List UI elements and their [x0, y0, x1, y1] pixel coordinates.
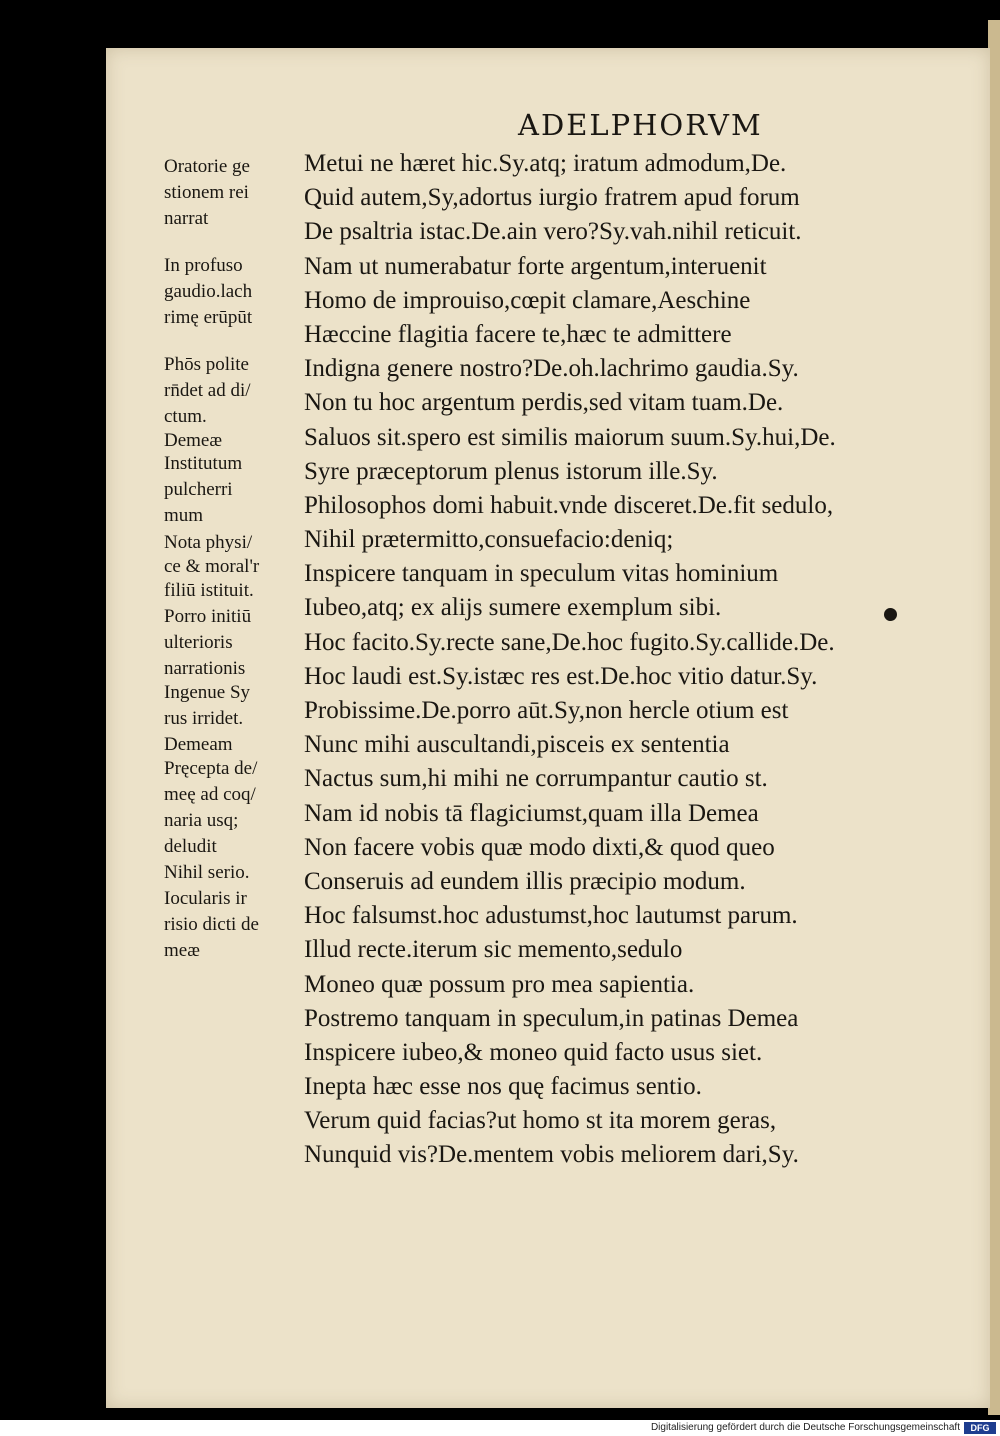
text-line: Iubeo,atq; ex alijs sumere exemplum sibi. — [304, 594, 722, 622]
gloss-line: narrationis — [164, 658, 246, 679]
text-line: Hæccine flagitia facere te,hæc te admittere — [304, 320, 732, 348]
gloss-line: Pręcepta de/ — [164, 758, 258, 779]
footer-bar — [0, 1420, 1000, 1436]
text-line: Probissime.De.porro aūt.Sy,non hercle otium est — [304, 697, 789, 724]
text-line: Moneo quæ possum pro mea sapientia. — [304, 970, 695, 998]
main-text-block — [304, 147, 984, 1173]
gloss-line: Phōs polite — [164, 354, 249, 375]
gloss-line: Institutum — [164, 453, 243, 474]
gloss-line: Ingenue Sy — [164, 682, 251, 703]
gloss-line: rus irridet. — [164, 708, 244, 729]
dfg-logo: DFG — [964, 1422, 996, 1434]
text-line: Saluos sit.spero est similis maiorum suum.Sy.hui,De. — [304, 423, 836, 451]
gloss-line: meę ad coq/ — [164, 784, 256, 805]
text-line: Nam id nobis tā flagiciumst,quam illa Demea — [304, 799, 759, 827]
gloss-line: risio dicti de — [164, 914, 259, 935]
text-line: Hoc facito.Sy.recte sane,De.hoc fugito.Sy.callide.De. — [304, 628, 835, 656]
gloss-line: Porro initiū — [164, 606, 252, 627]
text-line: Illud recte.iterum sic memento,sedulo — [304, 936, 683, 964]
gloss-line: narrat — [164, 208, 209, 229]
text-line: Hoc laudi est.Sy.istæc res est.De.hoc vitio datur.Sy. — [304, 662, 818, 690]
text-line: Homo de improuiso,cœpit clamare,Aeschine — [304, 286, 751, 314]
gloss-line: ctum. — [164, 406, 207, 427]
ink-dot — [884, 608, 897, 621]
gloss-line: filiū istituit. — [164, 580, 254, 601]
gloss-line: gaudio.lach — [164, 281, 253, 302]
text-line: Nactus sum,hi mihi ne corrumpantur cautio st. — [304, 765, 768, 793]
text-line: Conseruis ad eundem illis præcipio modum. — [304, 867, 746, 895]
text-line: Indigna genere nostro?De.oh.lachrimo gaudia.Sy. — [304, 355, 799, 383]
text-line: Nunc mihi auscultandi,pisceis ex sententia — [304, 731, 730, 759]
text-line: Nam ut numerabatur forte argentum,interuenit — [304, 252, 767, 280]
gloss-line: Oratorie ge — [164, 156, 250, 177]
gloss-line: Nihil serio. — [164, 862, 250, 883]
gloss-line: pulcherri — [164, 479, 233, 500]
text-line: Nihil prætermitto,consuefacio:deniq; — [304, 526, 674, 554]
gloss-line: ulterioris — [164, 632, 233, 653]
text-line: Verum quid facias?ut homo st ita morem geras, — [304, 1107, 777, 1135]
text-line: Philosophos domi habuit.vnde disceret.De.fit sedulo, — [304, 491, 834, 519]
gloss-line: rn̄det ad di/ — [164, 380, 251, 401]
gloss-line: naria usq; — [164, 810, 239, 831]
text-line: Quid autem,Sy,adortus iurgio fratrem apud forum — [304, 184, 800, 212]
gloss-line: rimę erūpūt — [164, 307, 253, 328]
text-line: Inspicere iubeo,& moneo quid facto usus siet. — [304, 1038, 763, 1066]
gloss-line: deludit — [164, 836, 217, 857]
gloss-line: Demeæ — [164, 430, 223, 451]
text-line: Non tu hoc argentum perdis,sed vitam tuam.De. — [304, 389, 784, 417]
gloss-line: mum — [164, 505, 204, 526]
text-line: Metui ne hæret hic.Sy.atq; iratum admodum,De. — [304, 150, 787, 177]
gloss-line: Iocularis ir — [164, 888, 247, 909]
gloss-line: ce & moral'r — [164, 556, 260, 577]
running-head: ADELPHORVM — [518, 108, 763, 142]
text-line: De psaltria istac.De.ain vero?Sy.vah.nihil reticuit. — [304, 218, 802, 246]
gloss-line: In profuso — [164, 255, 243, 276]
footer-credit: Digitalisierung gefördert durch die Deutsche Forschungsgemeinschaft — [650, 1422, 960, 1433]
text-line: Non facere vobis quæ modo dixti,& quod queo — [304, 833, 775, 861]
book-page — [106, 48, 990, 1408]
text-line: Syre præceptorum plenus istorum ille.Sy. — [304, 457, 718, 485]
gloss-line: stionem rei — [164, 182, 249, 203]
gloss-line: Demeam — [164, 734, 233, 755]
gloss-line: meæ — [164, 940, 200, 961]
gloss-line: Nota physi/ — [164, 532, 253, 553]
text-line: Inepta hæc esse nos quę facimus sentio. — [304, 1073, 702, 1101]
text-line: Inspicere tanquam in speculum vitas hominium — [304, 560, 779, 588]
text-line: Postremo tanquam in speculum,in patinas Demea — [304, 1004, 799, 1032]
text-line: Hoc falsumst.hoc adustumst,hoc lautumst parum. — [304, 902, 798, 930]
text-line: Nunquid vis?De.mentem vobis meliorem dari,Sy. — [304, 1141, 799, 1169]
